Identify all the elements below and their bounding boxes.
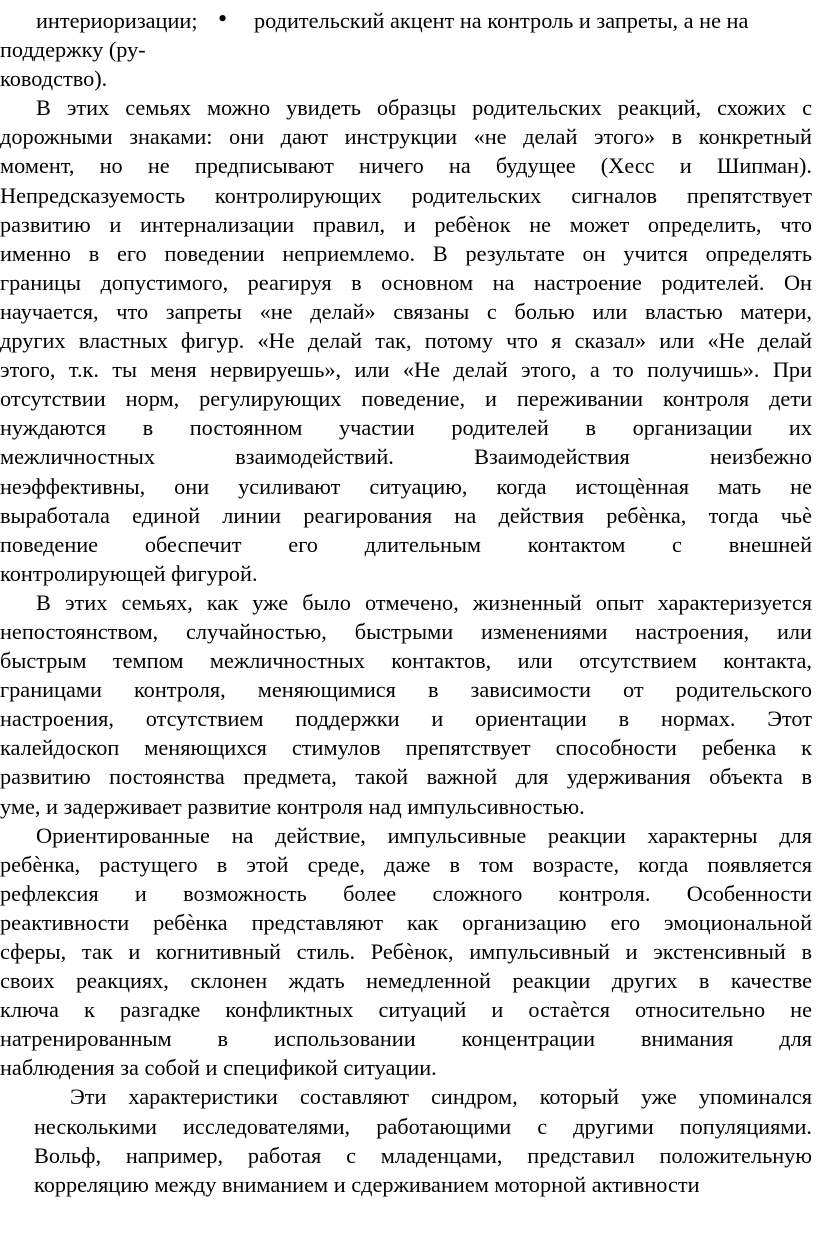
paragraph-line: развитию постоянства предмета, такой важной для удерживания объекта в [0,764,812,790]
paragraph-line: других властных фигур. «Не делай так, потому что я сказал» или «Не делай [0,328,812,354]
paragraph-line: нуждаются в постоянном участии родителей в организации их [0,415,812,441]
paragraph-line: ключа к разгадке конфликтных ситуаций и остаѐтся относительно не [0,997,812,1023]
paragraph-line: Вольф, например, работая с младенцами, представил положительную [34,1142,812,1168]
paragraph-line: момент, но не предписывают ничего на будущее (Хесс и Шипман). [0,153,812,179]
paragraph-line: отсутствии норм, регулирующих поведение, и переживании контроля дети [0,386,812,412]
paragraph-line: границами контроля, меняющимися в зависимости от родительского [0,677,812,703]
paragraph [0,1082,812,1198]
paragraph-line: реактивности ребѐнка представляют как организацию его эмоциональной [0,909,812,935]
paragraph [0,821,812,1083]
list-item-line [0,6,812,35]
paragraph-line: настроения, отсутствием поддержки и ориентации в нормах. Этот [0,706,812,732]
paragraph-line: В этих семьях, как уже было отмечено, жизненный опыт характеризуется [36,589,812,615]
bullet-icon: • [218,4,228,33]
paragraph-line: границы допустимого, реагируя в основном на настроение родителей. Он [0,269,812,295]
paragraph [0,93,812,588]
paragraph-line: этого, т.к. ты меня нервируешь», или «Не делай этого, а то получишь». При [0,357,812,383]
paragraph-line: Непредсказуемость контролирующих родительских сигналов препятствует [0,182,812,208]
paragraph-line: сферы, так и когнитивный стиль. Ребѐнок, импульсивный и экстенсивный в [0,939,812,964]
list-item-line: поддержку (ру- [0,37,146,63]
paragraph-line: быстрым темпом межличностных контактов, или отсутствием контакта, [0,648,812,674]
paragraph-line: дорожными знаками: они дают инструкции «не делай этого» в конкретный [0,124,812,150]
paragraph-line: рефлексия и возможность более сложного контроля. Особенности [0,880,812,906]
paragraph-line: калейдоскоп меняющихся стимулов препятствует способности ребенка к [0,735,812,761]
paragraph-line: В этих семьях можно увидеть образцы родительских реакций, схожих с [36,95,812,121]
paragraph-line: научается, что запреты «не делай» связаны с болью или властью матери, [0,298,812,324]
paragraph-line: контролирующей фигурой. [0,560,258,586]
paragraph-line: поведение обеспечит его длительным контактом с внешней [0,531,812,557]
paragraph-line: непостоянством, случайностью, быстрыми изменениями настроения, или [0,618,812,644]
paragraph-line: межличностных взаимодействий. Взаимодействия неизбежно [0,444,812,470]
paragraph-line: Эти характеристики составляют синдром, который уже упоминался [70,1084,812,1110]
paragraph-line: своих реакциях, склонен ждать немедленной реакции других в качестве [0,968,812,994]
document-page [0,6,812,1199]
list-item-text: родительский акцент на контроль и запреты, а не на [254,8,749,33]
paragraph [0,588,812,821]
paragraph-line: натренированным в использовании концентрации внимания для [0,1026,812,1052]
paragraph-line: развитию и интернализации правил, и ребѐнок не может определить, что [0,211,812,237]
paragraph-line: наблюдения за собой и спецификой ситуации. [0,1055,437,1081]
paragraph-line: именно в его поведении неприемлемо. В результате он учится определять [0,240,812,266]
paragraph-line: выработала единой линии реагирования на действия ребѐнка, тогда чьѐ [0,502,812,528]
paragraph-line: корреляцию между вниманием и сдерживанием моторной активности [34,1171,700,1197]
paragraph-line: уме, и задерживает развитие контроля над импульсивностью. [0,793,585,819]
paragraph-line: неэффективны, они усиливают ситуацию, когда истощѐнная мать не [0,473,812,499]
list-item-text: интериоризации; [36,8,198,33]
paragraph-line: Ориентированные на действие, импульсивные реакции характерны для [36,822,812,848]
list-item-line: ководство). [0,66,108,92]
paragraph-line: несколькими исследователями, работающими с другими популяциями. [34,1113,812,1139]
paragraph-line: ребѐнка, растущего в этой среде, даже в том возрасте, когда появляется [0,851,812,877]
